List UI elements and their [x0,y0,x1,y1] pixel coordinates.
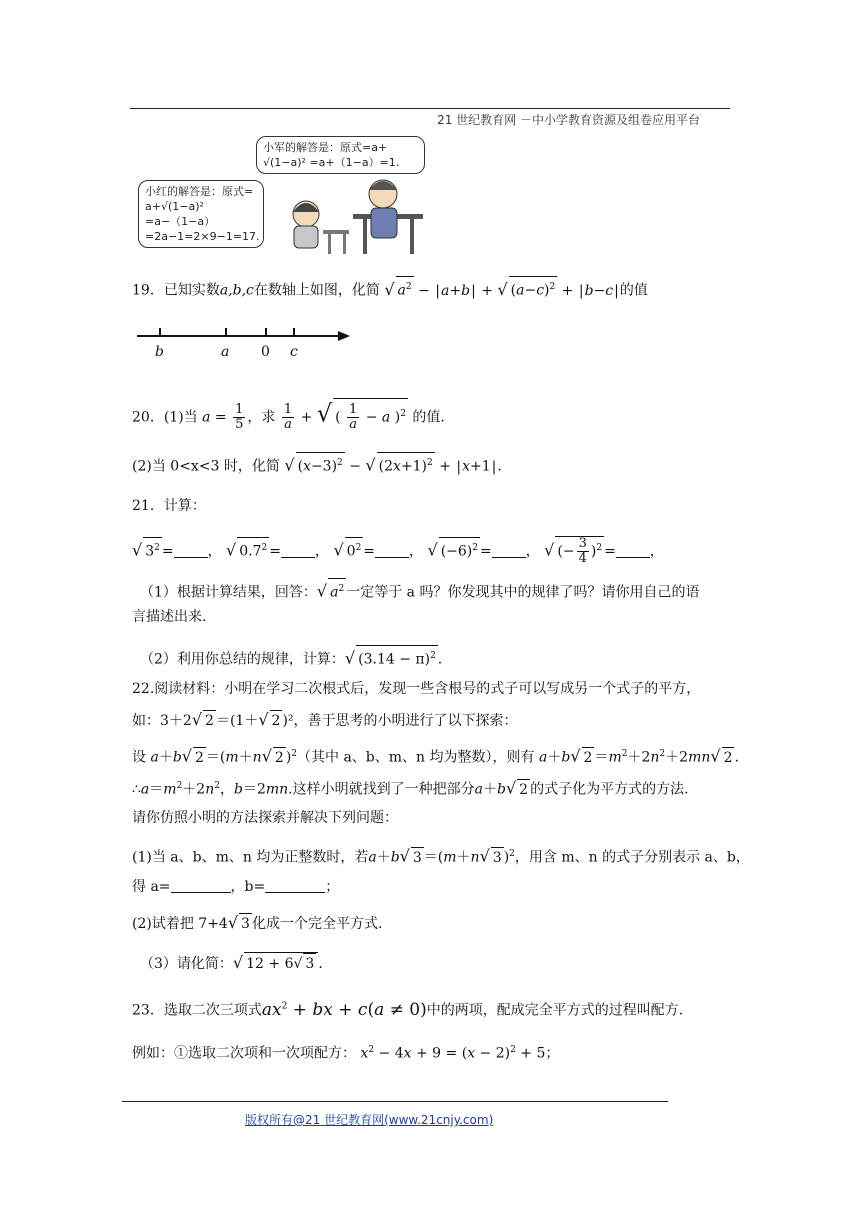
question-22-line4: $\therefore a=m^2+2n^2$，b＝2mn.这样小明就找到了一种把部分a＋b√ 2 的式子化为平方式的方法. [132,778,689,798]
question-22-part1-answer [132,877,339,897]
question-21-part2: （2）利用你总结的规律，计算：√ $(3.14 - \pi)^2$ . [140,645,442,670]
question-text: ； [325,879,340,895]
question-text: 的值 [619,282,648,299]
question-text: （1）根据计算结果，回答： [140,584,317,601]
bubble-text: 小红的解答是：原式= [145,185,254,198]
question-text: ＝(1＋ [215,713,259,729]
footer-rule [122,1101,668,1102]
question-text: 已知实数 [163,282,220,299]
variables: a,b,c [219,282,254,299]
question-text: 一定等于 a 吗？你发现其中的规律了吗？请你用自己的语 [346,584,700,601]
question-19 [132,276,648,301]
question-text: (1)当 [163,409,198,426]
question-text: 这样小明就找到了一种把部分 [292,781,475,798]
tick-label-0: 0 [261,344,270,360]
question-text: 选取二次三项式 [163,1002,262,1019]
question-text: (2)当 0<x<3 时，化简 [132,458,280,475]
question-text: ，求 [247,409,276,426]
question-text: 请你仿照小明的方法探索并解决下列问题： [132,810,398,826]
question-number: 22. [132,681,155,697]
tick-label-a: a [221,344,230,360]
question-text: （3）请化简： [140,956,233,972]
question-text: 计算： [163,498,206,514]
question-23-example: 例如：①选取二次项和一次项配方： $x^2 - 4x + 9 = (x - 2)^2 + 5$； [132,1045,560,1062]
question-22-line5 [132,808,398,828]
question-text: 中的两项，配成完全平方式的过程叫配方． [426,1002,693,1019]
question-20-part2: (2)当 0<x<3 时，化简 √ $(x-3)^2$ − √ $(2x+1)^2 + |x+1|$. [132,452,502,477]
question-text: （2）利用你总结的规律，计算： [140,651,345,668]
question-text: (2)试着把 7+4 [132,916,228,932]
question-text: )²，善于思考的小明进行了以下探索： [282,713,518,729]
question-text: ，用含 m、n 的式子分别表示 a、b， [514,849,750,866]
question-22-part1: (1)当 a、b、m、n 均为正整数时，若a＋b√ 3 ＝(m＋n√ 3 )$^2$，用含 m、n 的式子分别表示 a、b， [132,846,750,866]
question-text: 得 a= [132,879,171,895]
question-number: 23． [132,1002,164,1019]
tick-label-b: b [155,344,164,360]
question-text: （其中 a、b、m、n 均为整数），则有 [297,749,535,766]
formula-19: √ $a^2 - |a+b|$ + √ $(a-c)^2 + |b-c|$ [384,283,620,299]
question-text: ，b= [230,879,266,895]
question-number: 20． [132,409,164,426]
question-21-computations: √ $3^2$ = ， √ $0.7^2$ = ， √ $0^2$ = ， √ $(-6)^2$ = ， √ (− $\frac{3}{4}$ )$^2$ = ， [132,536,664,566]
header-text: 21 世纪教育网 －中小学教育资源及组卷应用平台 [437,113,700,127]
question-text: (1)当 a、b、m、n 均为正整数时，若 [132,849,369,866]
footer-copyright-link[interactable]: 版权所有@21 世纪教育网(www.21cnjy.com) [245,1113,494,1127]
question-23: 23．选取二次三项式$ax^2$ + bx + c(a ≠ 0)中的两项，配成完全平方式的过程叫配方． [132,999,693,1020]
question-21-part1: （1）根据计算结果，回答：√ $a^2$ 一定等于 a 吗？你发现其中的规律了吗？请你用自己的语 [140,578,699,603]
question-21-title [132,496,206,516]
question-22-part2: (2)试着把 7+4√ 3 化成一个完全平方式. [132,913,383,932]
bubble-text: √(1−a)² =a+（1−a）=1. [263,156,400,169]
question-text: 化成一个完全平方式. [251,916,383,932]
question-text: 阅读材料：小明在学习二次根式后，发现一些含根号的式子可以写成另一个式子的平方， [154,681,701,697]
question-text: 的式子化为平方式的方法. [530,781,689,798]
question-text: . [497,458,502,475]
bubble-text: 小军的解答是：原式=a+ [263,141,388,154]
question-20-part1: 20．(1)当 a = $\frac{1}{5}$ ，求 $\frac{1}{a}$ + √ ( $\frac{1}{a}$ − a )$^2$ 的值． [132,399,455,433]
question-text: 例如：①选取二次项和一次项配方： [132,1045,356,1062]
speech-bubble-xiaojun [256,136,425,174]
question-text: 如：3＋2 [132,713,192,729]
header-rule [130,108,730,109]
question-text: 的值． [412,409,455,426]
cartoon-illustration [138,134,428,256]
number-line-axis [135,322,350,346]
number-line [135,322,350,362]
question-22-line3: 设 a＋b√ 2 ＝(m＋n√ 2 )$^2$（其中 a、b、m、n 均为整数），则有 a＋b√ $2 =m^2+2n^2+2mn√$ 2 . [132,746,739,766]
question-22-line1 [132,679,700,699]
question-text: 言描述出来. [132,609,207,625]
question-number: 19． [132,282,164,299]
tick-label-c: c [290,344,298,360]
question-22-line2: 如：3＋2√ 2 ＝(1＋√ 2 )²，善于思考的小明进行了以下探索： [132,710,518,729]
question-22-part3: （3）请化简：√ 12 + 6√ 3 . [140,953,323,972]
question-21-part1-cont [132,607,206,627]
question-number: 21． [132,498,164,514]
bubble-text: a+√(1−a)² =a−（1−a） [145,200,216,228]
bubble-text: =2a−1=2×9−1=17. [145,230,260,243]
speech-bubble-xiaohong [138,180,264,248]
question-text: 在数轴上如图，化简 [253,282,380,299]
